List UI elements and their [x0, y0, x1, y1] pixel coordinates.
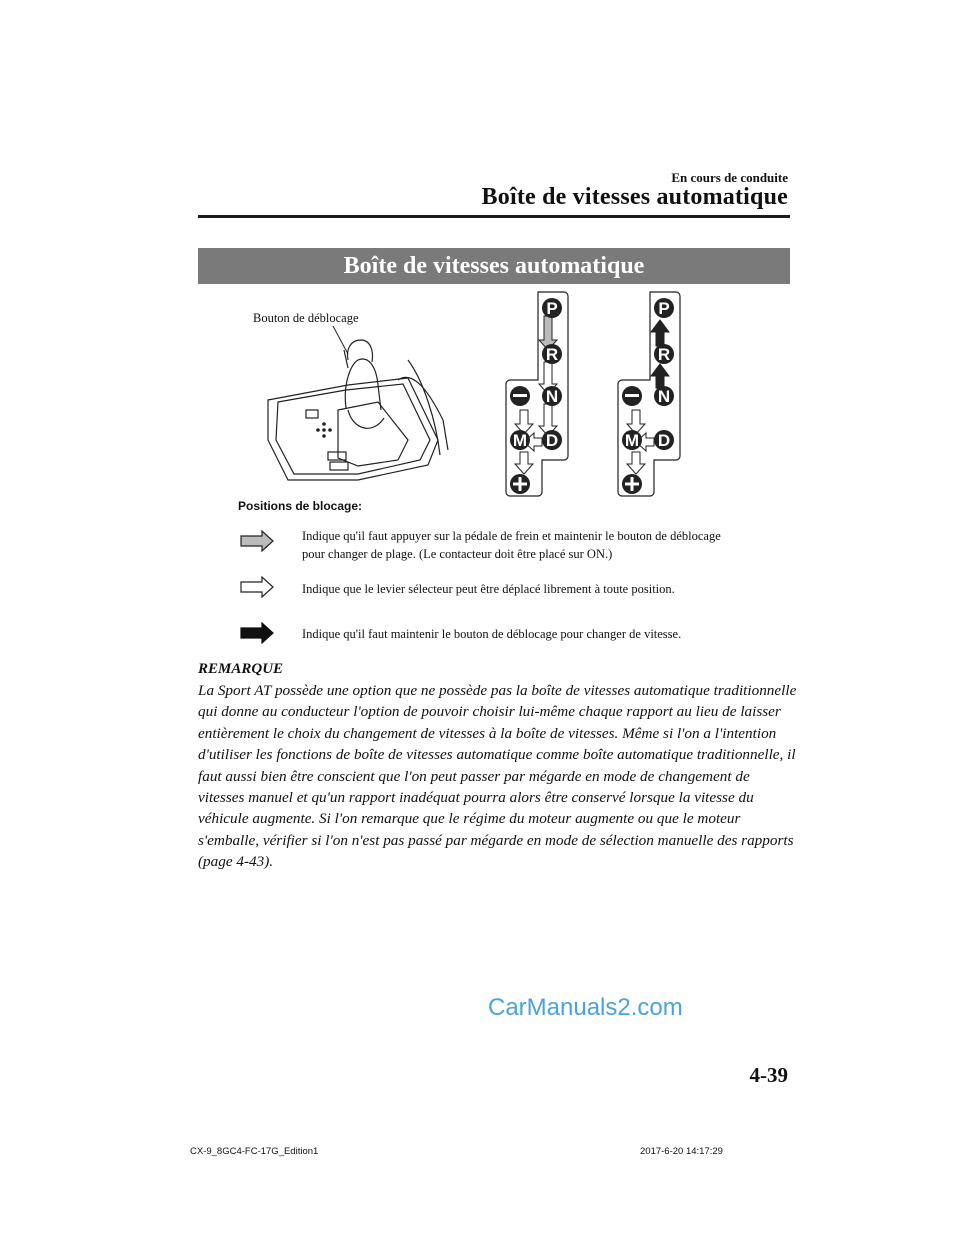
- gate-letter-r: R: [657, 345, 671, 364]
- positions-item-2-text: Indique que le levier sélecteur peut être déplacé librement à toute position.: [302, 582, 675, 596]
- shift-gate-diagram-1: [506, 292, 568, 496]
- gate-letter-m: M: [624, 431, 640, 450]
- shift-gate-diagram-2: [618, 292, 680, 496]
- page-header-title: Boîte de vitesses automatique: [481, 184, 788, 210]
- black-arrow-icon: [240, 622, 274, 644]
- gate-letter-p: P: [546, 299, 558, 318]
- remarque-title: REMARQUE: [198, 661, 284, 677]
- callout-label: Bouton de déblocage: [253, 311, 359, 325]
- positions-label: Positions de blocage:: [238, 499, 363, 513]
- footer-timestamp: 2017-6-20 14:17:29: [640, 1146, 723, 1157]
- header-rule: [198, 215, 790, 218]
- white-arrow-icon: [240, 576, 274, 598]
- positions-item-3-text: Indique qu'il faut maintenir le bouton de déblocage pour changer de vitesse.: [302, 627, 682, 641]
- gate-letter-n: N: [657, 387, 671, 406]
- section-banner: Boîte de vitesses automatique: [198, 248, 790, 284]
- gate-letter-p: P: [658, 299, 670, 318]
- gate-letter-d: D: [545, 431, 559, 450]
- page-number: 4-39: [749, 1063, 788, 1087]
- callout-line: [333, 326, 348, 354]
- footer-document-id: CX-9_8GC4-FC-17G_Edition1: [190, 1146, 319, 1157]
- shift-lever-figure: [198, 290, 790, 500]
- gate-letter-d: D: [657, 431, 671, 450]
- gate-letter-r: R: [545, 345, 559, 364]
- shift-lever-illustration: [268, 340, 448, 480]
- positions-item-1-text: Indique qu'il faut appuyer sur la pédale de frein et maintenir le bouton de déblocage pour changer de plage. (Le contacteur doit être placé sur ON.): [302, 529, 721, 561]
- gate-letter-m: M: [512, 431, 528, 450]
- outlined-arrow-icon: [240, 530, 274, 552]
- remarque-body: La Sport AT possède une option que ne possède pas la boîte de vitesses automatique traditionnelle qui donne au conducteur l'option de pouvoir choisir lui-même chaque rapport au lieu de laisser entièrement le choix du changement de vitesses à la boîte de vitesses. Même si l'on a l'intention d'utiliser les fonctions de boîte de vitesses automatique comme boîte automatique traditionnelle, il faut aussi bien être conscient que l'on peut passer par mégarde en mode de changement de vitesses manuel et qu'un rapport inadéquat pourra alors être conservé lorsque la vitesse du véhicule augmente. Si l'on remarque que le régime du moteur augmente ou que le moteur s'emballe, vérifier si l'on n'est pas passé par mégarde en mode de sélection manuelle des rapports (page 4-43).: [198, 682, 797, 871]
- watermark: CarManuals2.com: [488, 994, 683, 1021]
- gate-letter-n: N: [545, 387, 559, 406]
- section-label: En cours de conduite: [671, 170, 788, 185]
